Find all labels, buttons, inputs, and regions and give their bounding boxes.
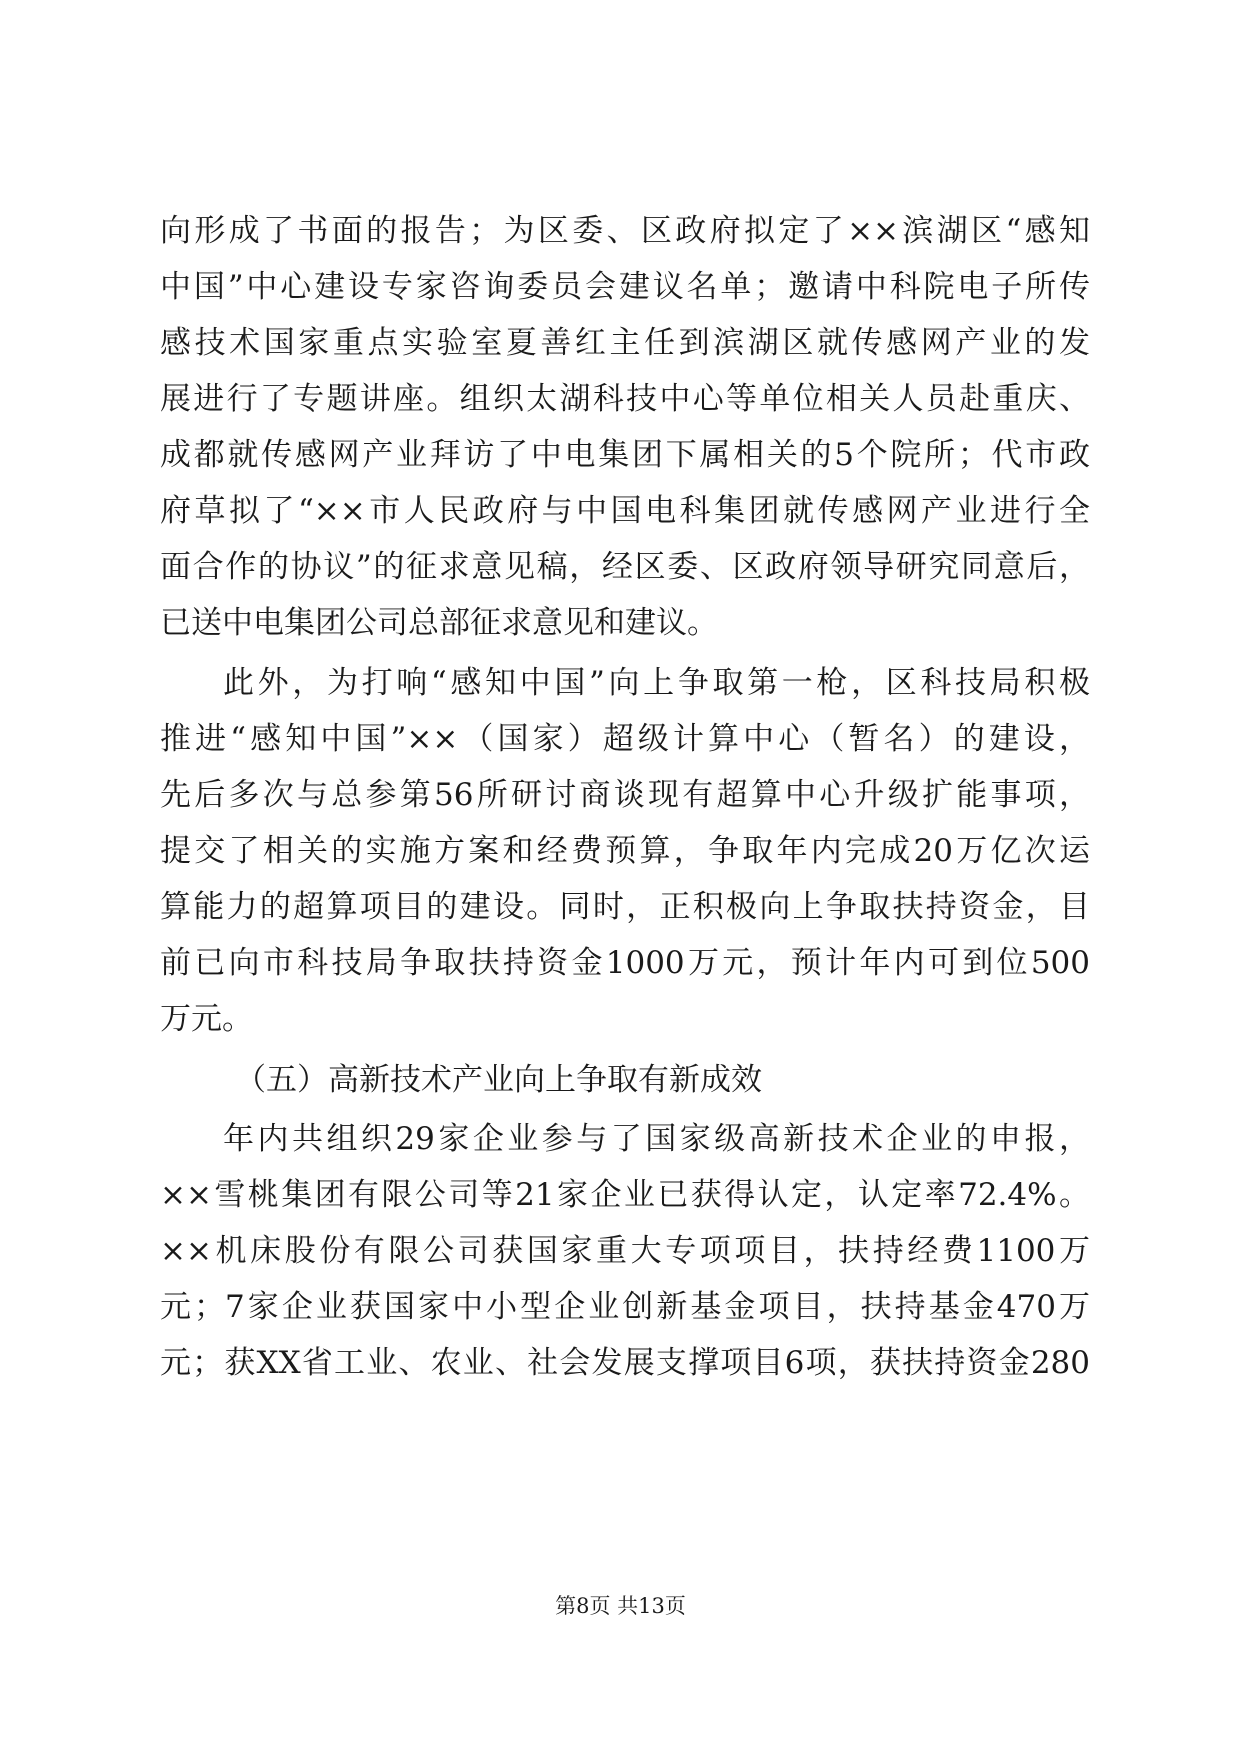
body-text-line: 展进行了专题讲座。组织太湖科技中心等单位相关人员赴重庆、 bbox=[160, 381, 1090, 417]
body-text-line: 感技术国家重点实验室夏善红主任到滨湖区就传感网产业的发 bbox=[160, 325, 1090, 361]
body-text-line: 提交了相关的实施方案和经费预算，争取年内完成20万亿次运 bbox=[160, 833, 1090, 869]
body-text-line: 中国”中心建设专家咨询委员会建议名单；邀请中科院电子所传 bbox=[160, 269, 1090, 305]
body-text-line: 向形成了书面的报告；为区委、区政府拟定了××滨湖区“感知 bbox=[160, 213, 1090, 249]
body-text-line: ××雪桃集团有限公司等21家企业已获得认定，认定率72.4%。 bbox=[160, 1177, 1090, 1213]
body-text-line: 先后多次与总参第56所研讨商谈现有超算中心升级扩能事项， bbox=[160, 777, 1090, 813]
body-text-line: ××机床股份有限公司获国家重大专项项目，扶持经费1100万 bbox=[160, 1233, 1090, 1269]
paragraph-first-line: 此外，为打响“感知中国”向上争取第一枪，区科技局积极 bbox=[223, 665, 1090, 701]
body-text-line: 前已向市科技局争取扶持资金1000万元，预计年内可到位500 bbox=[160, 945, 1090, 981]
body-text-line: 面合作的协议”的征求意见稿，经区委、区政府领导研究同意后， bbox=[160, 549, 1090, 585]
body-text-line: 已送中电集团公司总部征求意见和建议。 bbox=[160, 605, 718, 641]
body-text-line: 成都就传感网产业拜访了中电集团下属相关的5个院所；代市政 bbox=[160, 437, 1090, 473]
body-text-line: 算能力的超算项目的建设。同时，正积极向上争取扶持资金，目 bbox=[160, 889, 1090, 925]
body-text-line: 元；7家企业获国家中小型企业创新基金项目，扶持基金470万 bbox=[160, 1289, 1090, 1325]
paragraph-first-line: 年内共组织29家企业参与了国家级高新技术企业的申报， bbox=[223, 1121, 1090, 1157]
section-heading: （五）高新技术产业向上争取有新成效 bbox=[235, 1062, 762, 1098]
body-text-line: 府草拟了“××市人民政府与中国电科集团就传感网产业进行全 bbox=[160, 493, 1090, 529]
page-number-footer: 第8页 共13页 bbox=[555, 1594, 686, 1618]
body-text-line: 推进“感知中国”××（国家）超级计算中心（暂名）的建设， bbox=[160, 721, 1090, 757]
body-text-line: 元；获XX省工业、农业、社会发展支撑项目6项，获扶持资金280 bbox=[160, 1345, 1090, 1381]
body-text-line: 万元。 bbox=[160, 1001, 253, 1037]
